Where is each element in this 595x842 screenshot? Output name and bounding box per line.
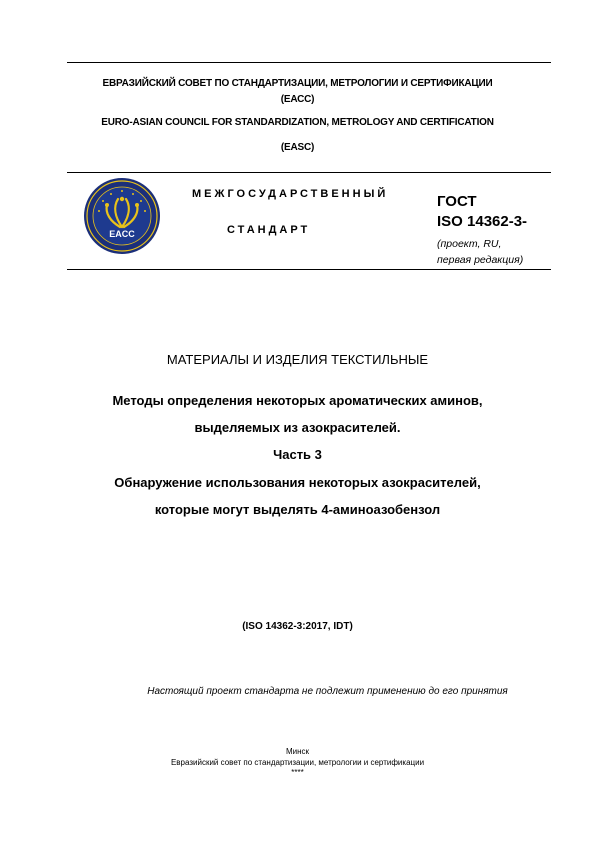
standard-kind-line1: МЕЖГОСУДАРСТВЕННЫЙ	[192, 188, 389, 200]
subtitle-line2: выделяемых из азокрасителей.	[194, 420, 401, 435]
header-rule	[67, 172, 551, 173]
part-number: Часть 3	[273, 447, 322, 462]
standard-kind-line2: СТАНДАРТ	[227, 224, 311, 236]
draft-note-line1: (проект, RU,	[437, 238, 502, 250]
council-abbr-ru: (ЕАСС)	[280, 94, 315, 105]
subtitle-line1: Методы определения некоторых ароматических аминов,	[112, 393, 483, 408]
standard-number: ISO 14362-3-	[437, 213, 528, 230]
draft-note-line2: первая редакция)	[437, 254, 524, 266]
easc-logo	[83, 177, 161, 255]
draft-notice: Настоящий проект стандарта не подлежит применению до его принятия	[147, 686, 508, 697]
footer-city: Минск	[285, 747, 310, 756]
document-title: МАТЕРИАЛЫ И ИЗДЕЛИЯ ТЕКСТИЛЬНЫЕ	[166, 352, 429, 367]
footer-org: Евразийский совет по стандартизации, метрологии и сертификации	[170, 758, 425, 767]
subtitle-line4: которые могут выделять 4-аминоазобензол	[154, 502, 441, 517]
svg-text:EACC: EACC	[109, 229, 135, 239]
iso-reference: (ISO 14362-3:2017, IDT)	[242, 621, 353, 632]
council-name-en: EURO-ASIAN COUNCIL FOR STANDARDIZATION, METROLOGY AND CERTIFICATION	[101, 117, 494, 128]
council-name-ru: ЕВРАЗИЙСКИЙ СОВЕТ ПО СТАНДАРТИЗАЦИИ, МЕТРОЛОГИИ И СЕРТИФИКАЦИИ	[102, 78, 493, 89]
footer-year: ****	[291, 768, 304, 777]
title-block-rule	[67, 269, 551, 270]
council-abbr-en: (EASC)	[280, 142, 315, 153]
subtitle-line3: Обнаружение использования некоторых азокрасителей,	[114, 475, 481, 490]
top-rule	[67, 62, 551, 63]
easc-emblem-icon	[83, 177, 161, 255]
gost-label: ГОСТ	[437, 193, 477, 210]
